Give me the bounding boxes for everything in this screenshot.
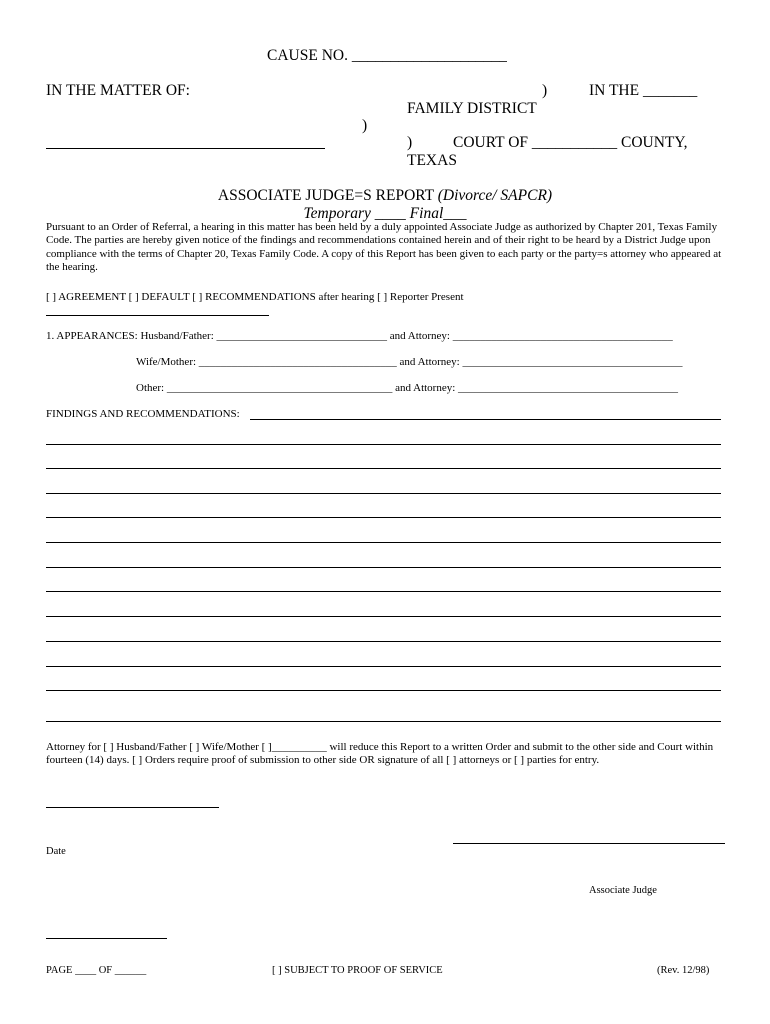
report-title-main: ASSOCIATE JUDGE=S REPORT xyxy=(217,187,434,204)
page-number: PAGE ____ OF ______ xyxy=(46,965,147,976)
paren-court: ) xyxy=(407,134,413,151)
revision: (Rev. 12/98) xyxy=(657,965,710,976)
findings-line xyxy=(46,690,721,691)
findings-line xyxy=(46,641,721,642)
intro-paragraph: Pursuant to an Order of Referral, a hearing in this matter has been held by a duly appointed Associate Judge as authorized by Chapter 201, Texas Family Code. The parties are hereby given notice of the findings and recommendations contained herein and of their right to be heard by a District Judge upon compliance with the terms of Chapter 20, Texas Family Code. A copy of this Report has been given to each party or the party=s attorney who appeared at the hearing. xyxy=(46,221,722,273)
paren-2: ) xyxy=(362,117,368,134)
findings-line xyxy=(46,468,721,469)
attorney-paragraph: Attorney for [ ] Husband/Father [ ] Wife/Mother [ ]__________ will reduce this Report to a written Order and submit to the other side and Court within fourteen (14) days. [ ] Orders require proof of submission to other side OR signature of all [ ] attorneys or [ ] parties for entry. xyxy=(46,741,714,767)
associate-judge-label: Associate Judge xyxy=(589,885,657,896)
temporary-final: Temporary ____ Final___ xyxy=(303,205,467,222)
findings-line xyxy=(46,721,721,722)
report-title-italic: (Divorce/ SAPCR) xyxy=(437,187,553,204)
report-title xyxy=(0,187,770,205)
findings-line xyxy=(46,517,721,518)
findings-line xyxy=(46,616,721,617)
appearances-husband: 1. APPEARANCES: Husband/Father: _______________________________ and Attorney: ________________________________________ xyxy=(46,330,673,342)
date-label: Date xyxy=(46,846,66,857)
options-underline xyxy=(46,315,269,316)
options-line: [ ] AGREEMENT [ ] DEFAULT [ ] RECOMMENDATIONS after hearing [ ] Reporter Present xyxy=(46,291,464,303)
court-of-county: COURT OF ___________ COUNTY, xyxy=(453,134,688,151)
party-name-line xyxy=(46,148,325,149)
cause-number: CAUSE NO. ____________________ xyxy=(267,47,507,64)
appearances-wife: Wife/Mother: ____________________________________ and Attorney: ________________________________________ xyxy=(136,356,683,368)
family-district: FAMILY DISTRICT xyxy=(407,100,537,117)
in-the-matter-of: IN THE MATTER OF: xyxy=(46,82,190,99)
findings-line xyxy=(46,666,721,667)
findings-line xyxy=(46,567,721,568)
lower-line xyxy=(46,938,167,939)
texas: TEXAS xyxy=(407,152,457,169)
proof-of-service: [ ] SUBJECT TO PROOF OF SERVICE xyxy=(272,965,443,976)
findings-line xyxy=(46,493,721,494)
paren-1: ) xyxy=(542,82,548,99)
appearances-other: Other: _________________________________________ and Attorney: ________________________________________ xyxy=(136,382,679,394)
date-line xyxy=(46,807,219,808)
findings-first-line xyxy=(250,419,721,420)
findings-label: FINDINGS AND RECOMMENDATIONS: xyxy=(46,408,240,420)
findings-line xyxy=(46,591,721,592)
in-the-court: IN THE _______ xyxy=(589,82,698,99)
findings-line xyxy=(46,542,721,543)
findings-line xyxy=(46,444,721,445)
judge-signature-line xyxy=(453,843,725,844)
